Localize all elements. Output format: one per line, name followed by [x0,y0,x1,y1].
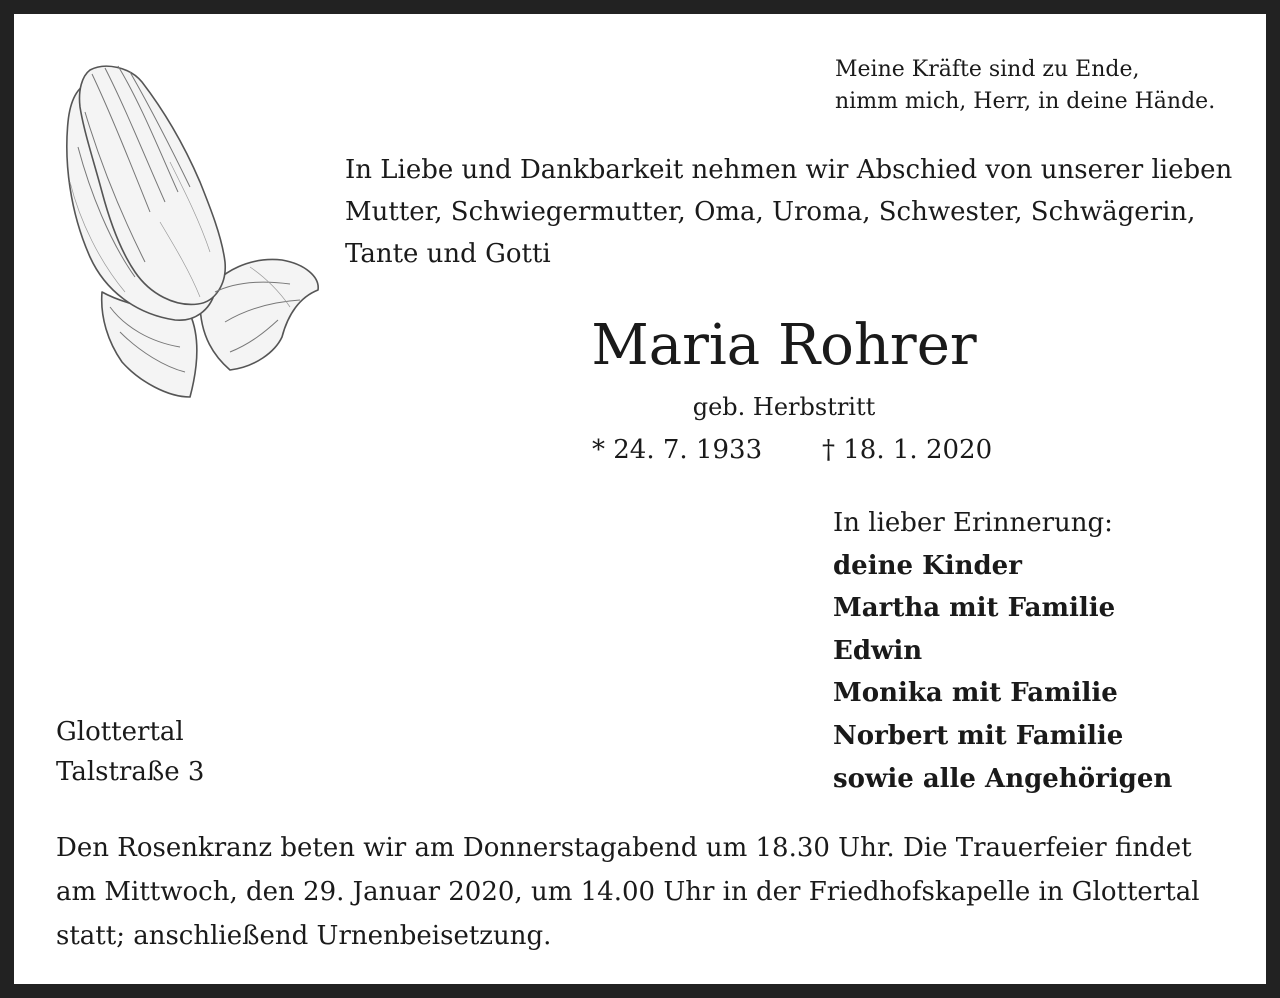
family-member: deine Kinder [833,550,1022,581]
intro-line: Tante und Gotti [345,239,551,269]
deceased-name: Maria Rohrer [591,313,977,378]
intro-text [345,149,1245,275]
family-member: Monika mit Familie [833,678,1118,709]
intro-line: In Liebe und Dankbarkeit nehmen wir Abschied von unserer lieben [345,155,1233,185]
maiden-name: geb. Herbstritt [692,393,876,421]
family-heading: In lieber Erinnerung: [833,508,1113,538]
service-line: am Mittwoch, den 29. Januar 2020, um 14.00 Uhr in der Friedhofskapelle in Glottertal [56,877,1200,907]
service-info [56,826,1236,958]
family-signature [833,502,1172,800]
family-member: Martha mit Familie [833,593,1116,624]
family-member: Edwin [833,635,923,666]
family-member: sowie alle Angehörigen [833,763,1173,794]
family-member: Norbert mit Familie [833,720,1124,751]
verse-line: Meine Kräfte sind zu Ende, [835,57,1140,82]
intro-line: Mutter, Schwiegermutter, Oma, Uroma, Schwester, Schwägerin, [345,197,1196,227]
death-date: † 18. 1. 2020 [822,435,993,465]
service-line: statt; anschließend Urnenbeisetzung. [56,921,552,951]
address-street: Talstraße 3 [56,757,205,787]
praying-hands-icon [50,52,322,404]
obituary-notice [14,14,1266,984]
birth-date: * 24. 7. 1933 [592,435,763,465]
verse-line: nimm mich, Herr, in deine Hände. [835,89,1216,114]
address-town: Glottertal [56,717,184,747]
verse [835,54,1215,118]
service-line: Den Rosenkranz beten wir am Donnerstagabend um 18.30 Uhr. Die Trauerfeier findet [56,833,1192,863]
address [56,712,204,792]
